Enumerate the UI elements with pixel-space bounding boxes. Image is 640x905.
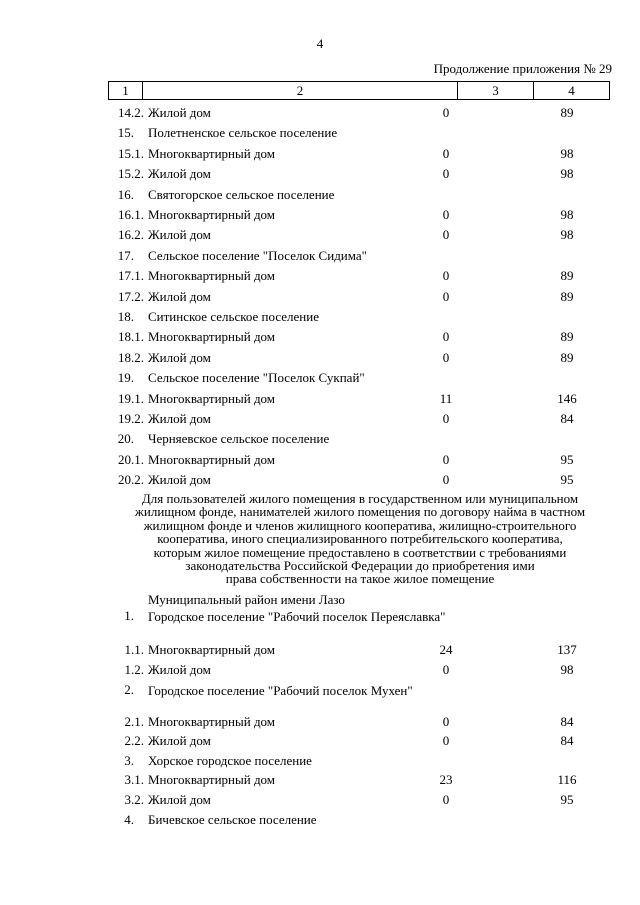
row-col-4: 89 xyxy=(560,105,574,120)
row-name: Жилой дом xyxy=(148,411,211,426)
table-row xyxy=(0,470,640,490)
table-row xyxy=(0,409,640,429)
row-number: 1. xyxy=(124,608,134,623)
row-number: 16.1. xyxy=(118,207,144,222)
row-col-3: 0 xyxy=(442,268,450,284)
district-title: Муниципальный район имени Лазо xyxy=(148,592,345,607)
table-row xyxy=(0,810,640,830)
table-row xyxy=(0,731,640,751)
row-name: Городское поселение "Рабочий поселок Переяславка" xyxy=(148,609,446,624)
row-name: Многоквартирный дом xyxy=(148,642,276,657)
table-row xyxy=(0,103,640,123)
row-col-3: 11 xyxy=(439,390,453,406)
row-number: 16.2. xyxy=(118,227,144,243)
row-number: 19. xyxy=(117,370,134,386)
table-row xyxy=(0,123,640,143)
continuation-label: Продолжение приложения № 29 xyxy=(433,61,612,76)
row-col-3: 0 xyxy=(442,662,450,677)
row-name: Хорское городское поселение xyxy=(148,753,312,768)
row-col-3: 23 xyxy=(439,772,453,787)
row-col-4: 116 xyxy=(557,772,577,787)
row-number: 18. xyxy=(117,309,134,324)
row-col-4: 89 xyxy=(560,268,574,284)
table-row xyxy=(0,640,640,660)
row-col-4: 95 xyxy=(560,472,574,488)
header-col-4: 4 xyxy=(568,83,575,98)
row-name: Ситинское сельское поселение xyxy=(148,309,319,324)
row-number: 1.1. xyxy=(124,642,144,657)
row-number: 20.2. xyxy=(118,472,144,488)
row-col-3: 0 xyxy=(442,411,450,426)
row-col-4: 89 xyxy=(560,288,574,304)
row-number: 20. xyxy=(117,431,134,447)
row-name: Сельское поселение "Поселок Сукпай" xyxy=(148,370,365,386)
row-number: 19.1. xyxy=(118,390,144,406)
row-name: Сельское поселение "Поселок Сидима" xyxy=(148,247,367,263)
row-name: Многоквартирный дом xyxy=(148,772,276,787)
table-row xyxy=(0,790,640,810)
row-name: Многоквартирный дом xyxy=(148,714,276,729)
table-row xyxy=(0,266,640,286)
row-number: 15. xyxy=(117,125,134,141)
row-col-4: 84 xyxy=(560,733,574,748)
note-line: законодательства Российской Федерации до приобретения ими xyxy=(185,558,535,574)
row-number: 2.1. xyxy=(124,714,144,729)
row-name: Полетненское сельское поселение xyxy=(148,125,338,141)
row-number: 1.2. xyxy=(124,662,144,677)
row-col-3: 0 xyxy=(442,329,450,345)
row-name: Многоквартирный дом xyxy=(148,329,276,345)
row-name: Жилой дом xyxy=(148,166,211,182)
row-name: Жилой дом xyxy=(148,662,211,677)
table-row xyxy=(0,164,640,184)
row-col-4: 84 xyxy=(560,411,574,426)
header-col-1: 1 xyxy=(109,82,143,99)
table-row xyxy=(0,389,640,409)
row-number: 16. xyxy=(117,186,134,202)
row-col-3: 0 xyxy=(442,166,450,182)
row-number: 15.1. xyxy=(118,145,144,161)
row-number: 3.2. xyxy=(124,792,144,807)
table-row xyxy=(0,429,640,449)
row-number: 3. xyxy=(124,753,134,768)
row-col-3: 0 xyxy=(442,207,450,222)
note-line: права собственности на такое жилое помещение xyxy=(225,571,495,587)
row-name: Святогорское сельское поселение xyxy=(148,186,335,202)
row-col-3: 0 xyxy=(442,288,450,304)
note-line: кооператива, иного специализированного потребительского кооператива, xyxy=(157,531,563,547)
table-row xyxy=(0,348,640,368)
row-number: 2. xyxy=(124,682,134,697)
row-number: 18.1. xyxy=(118,329,144,345)
row-name: Городское поселение "Рабочий поселок Мухен" xyxy=(148,683,413,698)
row-name: Жилой дом xyxy=(148,733,211,748)
table-row xyxy=(0,144,640,164)
row-name: Многоквартирный дом xyxy=(148,207,276,222)
table-row xyxy=(0,770,640,790)
note-line: Для пользователей жилого помещения в государственном или муниципальном xyxy=(141,491,579,506)
row-col-4: 84 xyxy=(560,714,574,729)
row-name: Жилой дом xyxy=(148,227,211,243)
row-name: Бичевское сельское поселение xyxy=(148,812,317,827)
row-number: 18.2. xyxy=(118,349,144,365)
row-col-4: 98 xyxy=(560,166,574,182)
table-row xyxy=(0,712,640,732)
row-number: 2.2. xyxy=(124,733,144,748)
row-name: Многоквартирный дом xyxy=(148,268,276,284)
row-col-4: 89 xyxy=(560,349,574,365)
table-row xyxy=(0,368,640,388)
table-row xyxy=(0,606,640,626)
row-name: Многоквартирный дом xyxy=(148,145,276,161)
row-col-4: 146 xyxy=(557,390,577,406)
row-col-4: 137 xyxy=(557,642,577,657)
table-row xyxy=(0,680,640,700)
row-number: 15.2. xyxy=(118,166,144,182)
row-col-4: 95 xyxy=(560,451,574,467)
row-number: 14.2. xyxy=(118,105,144,120)
row-name: Многоквартирный дом xyxy=(148,451,276,467)
header-col-3: 3 xyxy=(458,82,534,99)
table-row xyxy=(0,185,640,205)
row-name: Жилой дом xyxy=(148,792,211,807)
row-col-3: 0 xyxy=(442,105,450,120)
table-row xyxy=(0,660,640,680)
row-name: Жилой дом xyxy=(148,288,211,304)
table-row xyxy=(0,450,640,470)
note-line: жилищном фонде, нанимателей жилого помещения по договору найма в частном xyxy=(134,504,586,520)
row-col-4: 98 xyxy=(560,662,574,677)
section-note xyxy=(110,492,610,586)
table-row xyxy=(0,327,640,347)
row-number: 17.1. xyxy=(118,268,144,284)
row-col-3: 0 xyxy=(442,714,450,729)
page-number: 4 xyxy=(316,36,324,51)
table-row xyxy=(0,246,640,266)
row-col-4: 89 xyxy=(560,329,574,345)
row-col-3: 0 xyxy=(442,792,450,807)
row-name: Многоквартирный дом xyxy=(148,390,276,406)
row-number: 17.2. xyxy=(118,288,144,304)
row-name: Жилой дом xyxy=(148,349,211,365)
row-col-3: 0 xyxy=(442,451,450,467)
row-number: 3.1. xyxy=(124,772,144,787)
row-number: 19.2. xyxy=(118,411,144,426)
row-col-3: 0 xyxy=(442,472,450,488)
row-number: 4. xyxy=(124,812,134,827)
row-col-3: 24 xyxy=(439,642,453,657)
header-col-2: 2 xyxy=(143,82,458,99)
row-number: 17. xyxy=(117,247,134,263)
note-line: жилищном фонде и членов жилищного кооператива, жилищно-строительного xyxy=(143,517,577,533)
note-line: которым жилое помещение предоставлено в соответствии с требованиями xyxy=(153,544,567,560)
table-row xyxy=(0,751,640,771)
table-header xyxy=(108,81,610,100)
table-row xyxy=(0,225,640,245)
row-col-4: 95 xyxy=(560,792,574,807)
row-col-3: 0 xyxy=(442,349,450,365)
row-name: Жилой дом xyxy=(148,472,211,488)
row-number: 20.1. xyxy=(118,451,144,467)
row-col-3: 0 xyxy=(442,227,450,243)
table-row xyxy=(0,205,640,225)
table-row xyxy=(0,287,640,307)
row-name: Жилой дом xyxy=(148,105,211,120)
row-col-3: 0 xyxy=(442,145,450,161)
row-col-4: 98 xyxy=(560,227,574,243)
row-name: Черняевское сельское поселение xyxy=(148,431,330,447)
row-col-4: 98 xyxy=(560,207,574,222)
row-col-3: 0 xyxy=(442,733,450,748)
row-col-4: 98 xyxy=(560,145,574,161)
table-row xyxy=(0,307,640,327)
